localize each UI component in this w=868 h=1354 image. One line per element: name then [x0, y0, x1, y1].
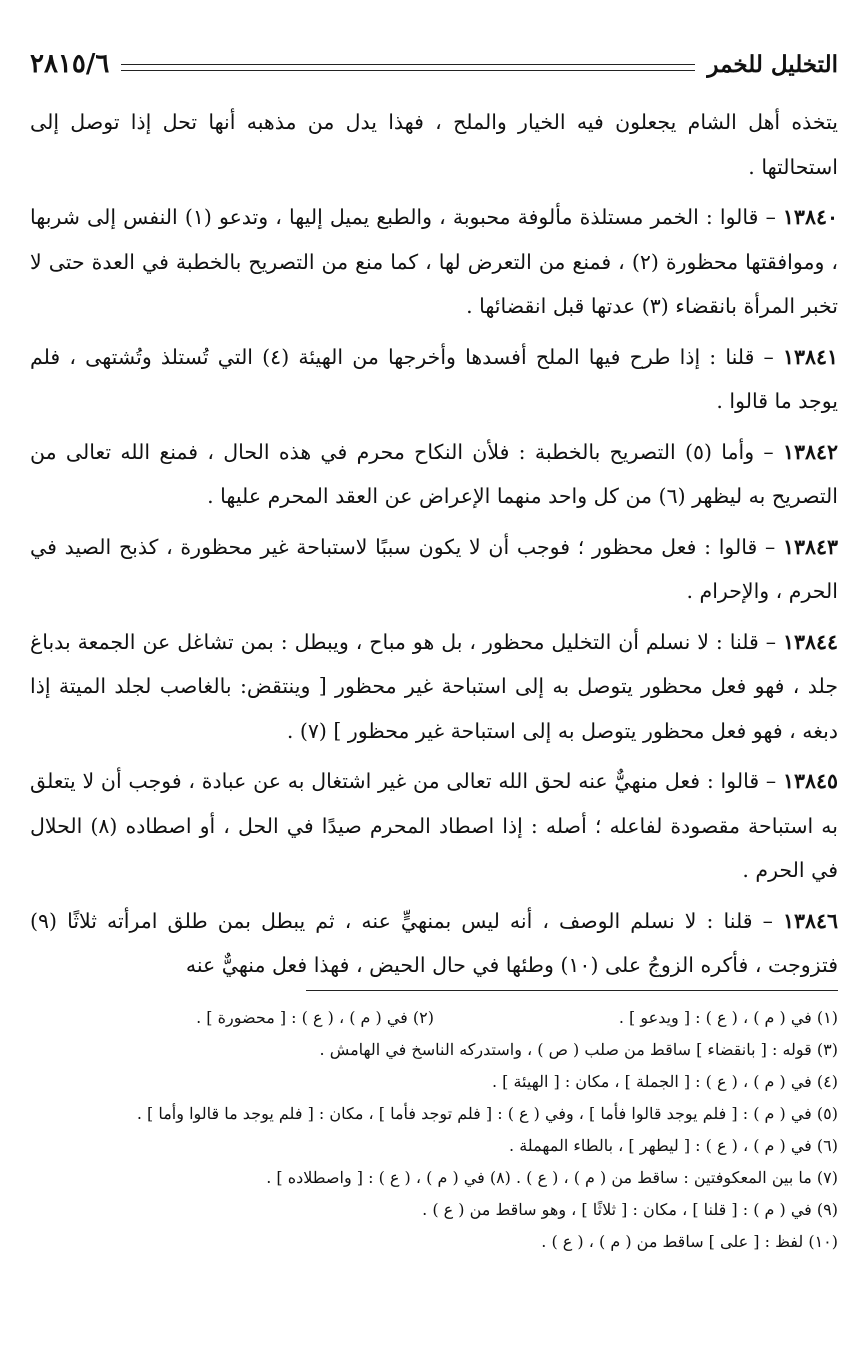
footnote-separator — [306, 990, 838, 991]
header-rule — [121, 64, 695, 71]
paragraph-number: ١٣٨٤٥ — [782, 769, 838, 793]
paragraph-13841 — [30, 335, 838, 424]
running-title: التخليل للخمر — [707, 50, 838, 78]
footnote-9: (٩) في ( م ) : [ قلنا ] ، مكان : [ ثلاثًا ] ، وهو ساقط من ( ع ) . — [422, 1200, 838, 1219]
footnote-5: (٥) في ( م ) : [ فلم يوجد قالوا فأما ] ، وفي ( ع ) : [ فلم توجد فأما ] ، مكان : [ فلم يوجد ما قالوا وأما ] . — [136, 1104, 838, 1123]
footnote-2: (٢) في ( م ) ، ( ع ) : [ محضورة ] . — [196, 1008, 434, 1027]
paragraph-text: – قلنا : لا نسلم الوصف ، أنه ليس بمنهيٍّ عنه ، ثم يبطل بمن طلق امرأته ثلاثًا (٩) فتزوجت ، فأكره الزوجُ على (١٠) وطئها في حال الحيض ، فهذا فعل منهيٌّ عنه — [30, 908, 838, 977]
footnote-7-8: (٧) ما بين المعكوفتين : ساقط من ( م ) ، ( ع ) . (٨) في ( م ) ، ( ع ) : [ واصطلاده ] . — [266, 1168, 838, 1187]
page-number: ٢٨١٥/٦ — [30, 49, 110, 79]
paragraph-number: ١٣٨٤٢ — [782, 439, 838, 464]
paragraph-text: – قالوا : فعل محظور ؛ فوجب أن لا يكون سببًا لاستباحة غير محظورة ، كذبح الصيد في الحرم ، والإحرام . — [30, 534, 838, 603]
main-text — [30, 100, 838, 994]
paragraph-13844 — [30, 620, 838, 754]
paragraph-13843 — [30, 525, 838, 614]
paragraph-number: ١٣٨٤١ — [782, 344, 838, 369]
footnote-row — [30, 1002, 838, 1034]
paragraph-text: – قالوا : فعل منهيٌّ عنه لحق الله تعالى من غير اشتغال به عن عبادة ، فوجب أن لا يتعلق به استباحة مقصودة لفاعله ؛ أصله : إذا اصطاد المحرم صيدًا في الحل ، أو اصطاده (٨) الحلال في الحرم . — [30, 769, 838, 882]
paragraph-number: ١٣٨٤٣ — [782, 534, 838, 559]
paragraph-number: ١٣٨٤٠ — [782, 205, 838, 229]
footnote-6: (٦) في ( م ) ، ( ع ) : [ ليطهر ] ، بالطاء المهملة . — [509, 1136, 838, 1155]
footnote-1: (١) في ( م ) ، ( ع ) : [ ويدعو ] . — [618, 1008, 838, 1027]
paragraph-text: – قلنا : لا نسلم أن التخليل محظور ، بل هو مباح ، ويبطل : بمن تشاغل عن الجمعة بدباغ جلد ، فهو فعل محظور يتوصل به إلى استباحة غير محظور [ وينتقض: بالغاصب لجلد الميتة إذا دبغه ، فهو فعل محظور يتوصل به إلى استباحة غير محظور ] (٧) . — [30, 629, 838, 743]
paragraph-13842 — [30, 430, 838, 519]
page-header — [30, 44, 838, 84]
paragraph-text: – قالوا : الخمر مستلذة مألوفة محبوبة ، والطبع يميل إليها ، وتدعو (١) النفس إلى شربها ، وموافقتها محظورة (٢) ، فمنع من التعرض لها ، كما منع من التصريح بالخطبة في العدة حتى لا تخبر المرأة بانقضاء (٣) عدتها قبل انقضائها . — [30, 205, 838, 318]
paragraph-number: ١٣٨٤٤ — [782, 629, 838, 654]
paragraph-text: – وأما (٥) التصريح بالخطبة : فلأن النكاح محرم في هذه الحال ، فمنع الله تعالى من التصريح به ليظهر (٦) من كل واحد منهما الإعراض عن العقد المحرم عليها . — [30, 439, 838, 508]
paragraph-text: – قلنا : إذا طرح فيها الملح أفسدها وأخرجها من الهيئة (٤) التي تُستلذ وتُشتهى ، فلم يوجد ما قالوا . — [30, 344, 838, 413]
paragraph-13840 — [30, 195, 838, 329]
footnote-4: (٤) في ( م ) ، ( ع ) : [ الجملة ] ، مكان : [ الهيئة ] . — [491, 1072, 838, 1091]
paragraph-number: ١٣٨٤٦ — [782, 908, 838, 933]
footnote-3: (٣) قوله : [ بانقضاء ] ساقط من صلب ( ص ) ، واستدركه الناسخ في الهامش . — [319, 1040, 838, 1059]
paragraph-intro — [30, 100, 838, 189]
footnotes — [30, 1002, 838, 1258]
footnote-10: (١٠) لفظ : [ على ] ساقط من ( م ) ، ( ع ) . — [541, 1232, 838, 1251]
paragraph-13846 — [30, 899, 838, 988]
paragraph-13845 — [30, 759, 838, 893]
paragraph-text: يتخذه أهل الشام يجعلون فيه الخيار والملح ، فهذا يدل من مذهبه أنها تحل إذا توصل إلى استحالتها . — [30, 110, 838, 179]
